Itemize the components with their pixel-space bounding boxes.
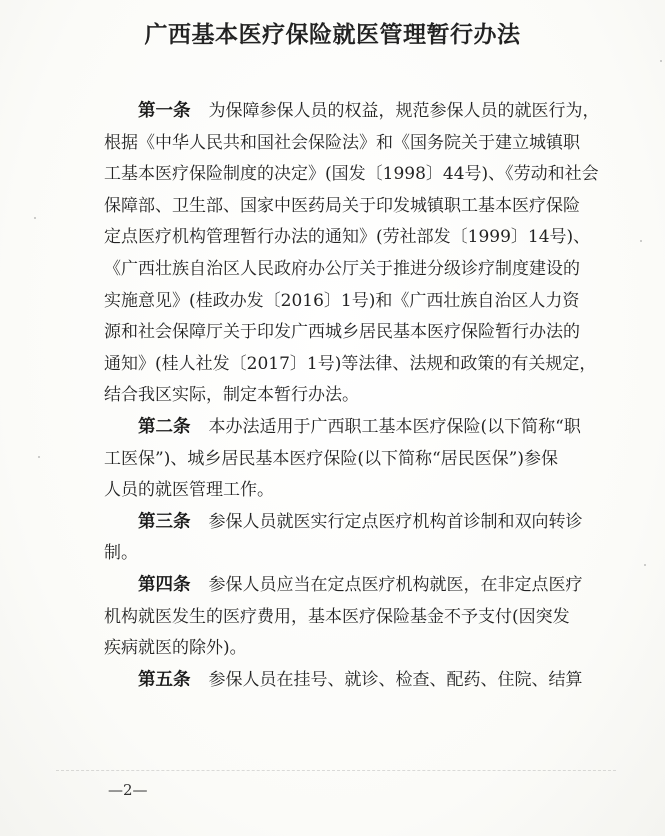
article-1-text-line: 源和社会保障厅关于印发广西城乡居民基本医疗保险暂行办法的: [104, 322, 580, 343]
article-1-text-line: 根据《中华人民共和国社会保险法》和《国务院关于建立城镇职: [104, 132, 580, 153]
article-1-text-line: 实施意见》(桂政办发〔2016〕1号)和《广西壮族自治区人力资: [104, 290, 580, 311]
article-4-first-line: [138, 574, 583, 596]
article-3-first-line: [138, 511, 583, 533]
article-3-text-line: 参保人员就医实行定点医疗机构首诊制和双向转诊: [208, 511, 583, 532]
article-5-first-line: [138, 669, 583, 691]
article-5-label: 第五条: [138, 669, 191, 690]
article-1-text-line: 定点医疗机构管理暂行办法的通知》(劳社部发〔1999〕14号)、: [104, 227, 591, 248]
article-4-text-line: 机构就医发生的医疗费用，基本医疗保险基金不予支付(因突发: [104, 606, 570, 627]
article-3-text-line: 制。: [104, 543, 138, 564]
article-1-text-line: 《广西壮族自治区人民政府办公厅关于推进分级诊疗制度建设的: [104, 259, 580, 279]
scan-speck: [38, 456, 40, 458]
article-2-first-line: [138, 416, 581, 438]
article-4-text-line: 疾病就医的除外)。: [104, 638, 247, 659]
article-1-text-line: 保障部、卫生部、国家中医药局关于印发城镇职工基本医疗保险: [104, 195, 580, 216]
article-4-label: 第四条: [138, 575, 191, 595]
article-1-first-line: [138, 100, 600, 122]
article-2-text-line: 工医保”)、城乡居民基本医疗保险(以下简称“居民医保”)参保: [104, 448, 558, 469]
scan-speck: [640, 240, 642, 242]
scan-speck: [660, 60, 662, 62]
article-2-text-line: 人员的就医管理工作。: [104, 480, 274, 501]
page-number: —2—: [108, 781, 148, 799]
article-3-label: 第三条: [138, 511, 191, 532]
article-4-text-line: 参保人员应当在定点医疗机构就医，在非定点医疗: [208, 575, 583, 595]
document-title: 广西基本医疗保险就医管理暂行办法: [144, 22, 521, 48]
article-1-text-line: 结合我区实际，制定本暂行办法。: [104, 385, 359, 406]
article-2-text-line: 本办法适用于广西职工基本医疗保险(以下简称“职: [208, 417, 581, 437]
scan-speck: [34, 217, 36, 219]
article-5-text-line: 参保人员在挂号、就诊、检查、配药、住院、结算: [208, 669, 583, 690]
scan-artifact-line: [56, 770, 616, 771]
article-1-label: 第一条: [138, 101, 191, 121]
scan-speck: [644, 564, 646, 566]
article-1-text-line: 通知》(桂人社发〔2017〕1号)等法律、法规和政策的有关规定，: [104, 353, 597, 374]
article-1-text-line: 为保障参保人员的权益，规范参保人员的就医行为，: [208, 101, 600, 121]
article-2-label: 第二条: [138, 417, 191, 437]
article-1-text-line: 工基本医疗保险制度的决定》(国发〔1998〕44号)、《劳动和社会: [104, 164, 599, 185]
